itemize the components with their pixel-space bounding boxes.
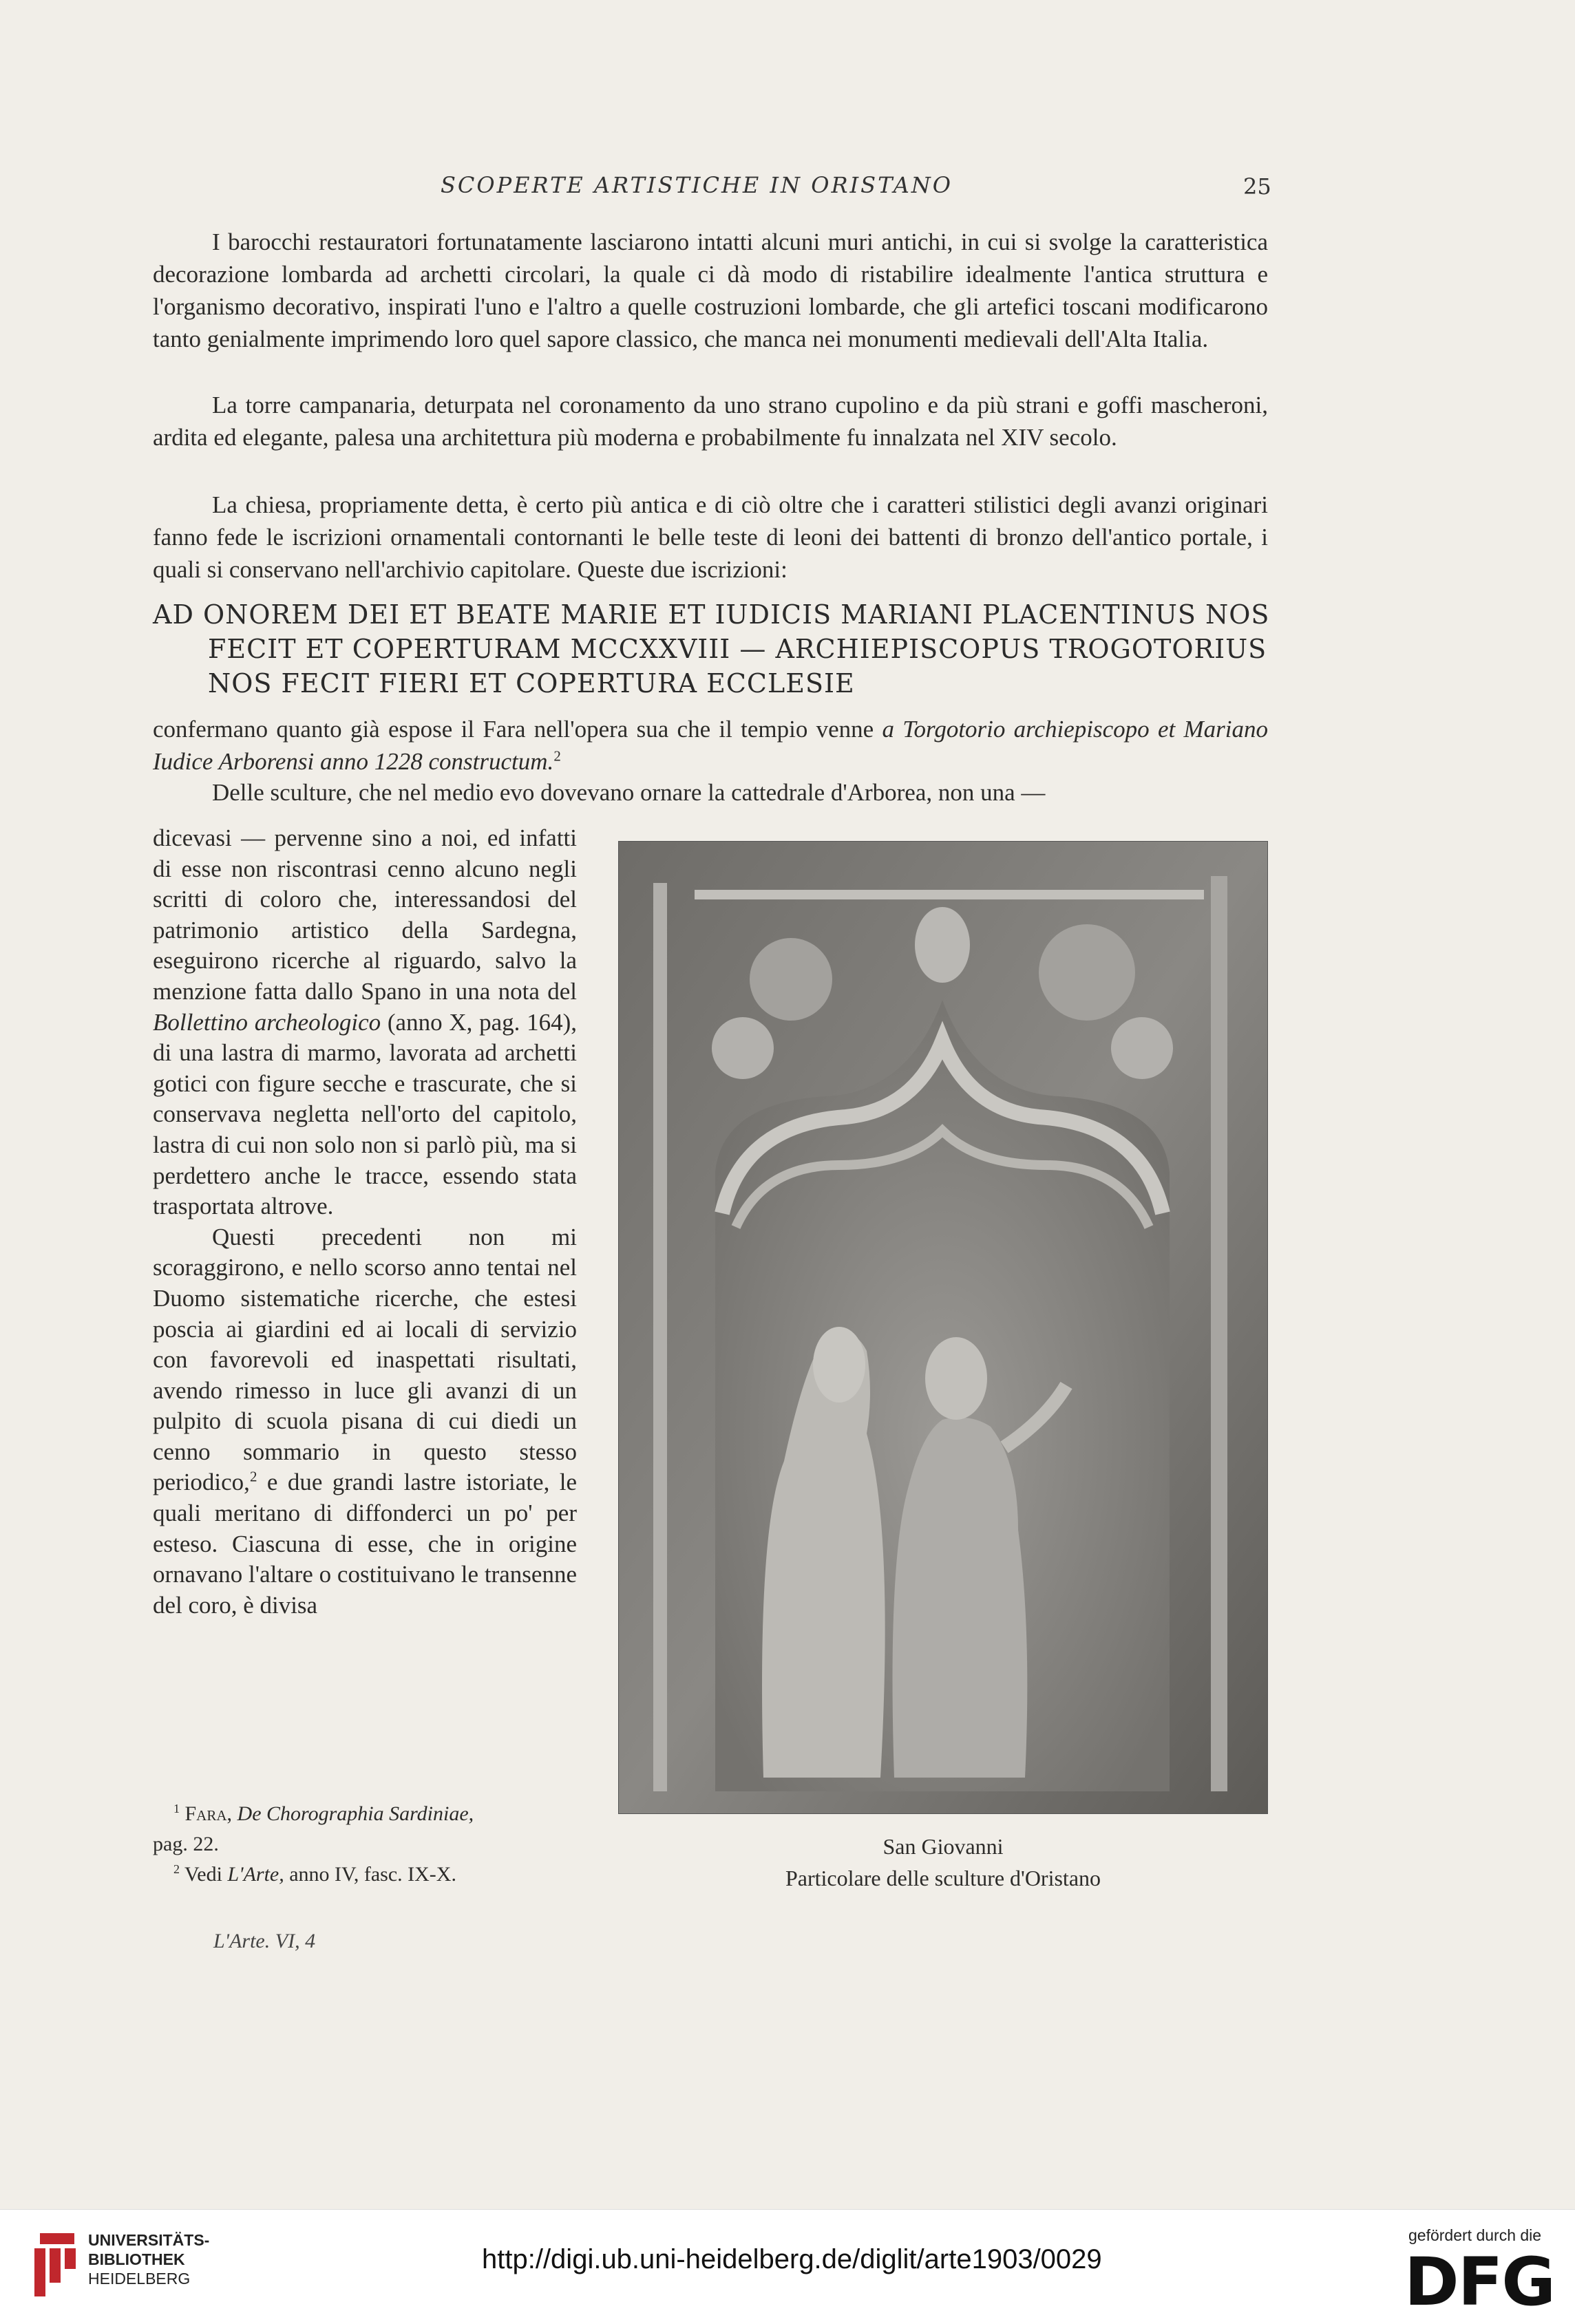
column-text-d: e due grandi lastre istoriate, le quali meritano di diffonderci un po' per esteso. Ciascuna di esse, che in origine ornavano l'altare o costituivano le transenne del coro, è divisa — [153, 1469, 577, 1619]
library-name-line: BIBLIOTHEK — [88, 2250, 185, 2268]
dfg-logo[interactable]: DFG — [1404, 2243, 1555, 2321]
library-name-line: HEIDELBERG — [88, 2270, 191, 2288]
library-name — [88, 2230, 209, 2288]
footnote-author: Fara — [184, 1802, 227, 1825]
paragraph-2: La torre campanaria, deturpata nel coronamento da uno strano cupolino e da più strani e goffi mascheroni, ardita ed elegante, palesa una architettura più moderna e probabilmente fu innalzata nel XIV secolo. — [153, 392, 1268, 451]
paragraph-4-text: confermano quanto già espose il Fara nell'opera sua che il tempio venne — [153, 716, 882, 743]
paragraph-3: La chiesa, propriamente detta, è certo più antica e di ciò oltre che i caratteri stilistici degli avanzi originari fanno fede le iscrizioni ornamentali contornanti le belle teste di leoni dei battenti di bronzo dell'antico portale, i quali si conservano nell'archivio capitolare. Queste due iscrizioni: — [153, 491, 1268, 583]
caption-subtitle: Particolare delle sculture d'Oristano — [785, 1866, 1101, 1890]
paragraph-5: Delle sculture, che nel medio evo dovevano ornare la cattedrale d'Arborea, non una — — [212, 779, 1046, 806]
library-logo-icon[interactable] — [28, 2228, 83, 2306]
paragraph-4 — [153, 713, 1268, 778]
footnote-1: $^1$ Fara, De Chorographia Sardiniae, pag. 22. — [153, 1802, 474, 1855]
footnote-pre: Vedi — [184, 1863, 228, 1886]
latin-quote: a Torgotorio archiepiscopo et Mariano Iudice Arborensi anno 1228 constructum. — [153, 716, 1268, 775]
column-text-a: dicevasi — pervenne sino a noi, ed infatti di esse non riscontrasi cenno alcuno negli scritti di coloro che, interessandosi del patrimonio artistico della Sardegna, eseguirono ricerche al riguardo, salvo la menzione fatta dallo Spano in una nota del — [153, 824, 577, 1005]
column-text-b: (anno X, pag. 164), di una lastra di marmo, lavorata ad archetti gotici con figure secche e trascurate, che si conservava negletta nell'orto del capitolo, lastra di cui non solo non si parlò più, ma si perdettero anche le tracce, essendo stata trasportata altrove. — [153, 1008, 577, 1220]
footnote-post: anno IV, fasc. IX-X. — [284, 1863, 456, 1886]
column-text — [153, 823, 577, 1621]
footnote-mark: 2 — [173, 1862, 180, 1876]
footnote-work: L'Arte, — [227, 1863, 284, 1886]
journal-title: Bollettino archeologico — [153, 1008, 381, 1036]
inscription-line: FECIT ET COPERTURAM MCCXXVIII — ARCHIEPISCOPUS TROGOTORIUS — [208, 634, 1267, 664]
figure-caption — [688, 1831, 1198, 1894]
paragraph-1: I barocchi restauratori fortunatamente lasciarono intatti alcuni muri antichi, in cui si svolge la caratteristica decorazione lombarda ad archetti circolari, la quale ci dà modo di ristabilire idealmente l'antica struttura e l'organismo decorativo, inspirati l'uno e l'altro a quelle costruzioni lombarde, che gli artefici toscani modificarono tanto genialmente imprimendo loro quel sapore classico, che manca nei monumenti medievali dell'Alta Italia. — [153, 228, 1268, 352]
footnote-work: De Chorographia Sardiniae, — [237, 1802, 474, 1825]
running-title: SCOPERTE ARTISTICHE IN ORISTANO — [441, 172, 953, 198]
signature-mark — [213, 1930, 315, 1953]
footnotes — [153, 1799, 580, 1890]
footnote-ref: 2 — [553, 747, 561, 765]
caption-title: San Giovanni — [882, 1834, 1004, 1859]
footnote-2 — [153, 1859, 580, 1890]
footnote-ref: 2 — [249, 1468, 257, 1485]
footnote-mark: 1 — [173, 1802, 180, 1815]
inscription-line: AD ONOREM DEI ET BEATE MARIE ET IUDICIS MARIANI PLACENTINUS NOS — [153, 599, 1270, 630]
page-number: 25 — [1243, 173, 1271, 200]
library-name-line: UNIVERSITÄTS- — [88, 2231, 210, 2249]
column-text-c: Questi precedenti non mi scoraggirono, e nello scorso anno tentai nel Duomo sistematiche ricerche, che estesi poscia ai giardini ed ai locali di servizio con favorevoli ed inaspettati risultati, avendo rimesso in luce gli avanzi di un pulpito di scuola pisana di cui diedi un cenno sommario in questo stesso periodico, — [153, 1223, 577, 1496]
relief-photograph — [618, 841, 1268, 1814]
inscription-block — [153, 597, 1271, 701]
signature-text: L'Arte. VI, 4 — [213, 1930, 316, 1952]
footnote-page: pag. 22. — [153, 1833, 219, 1855]
digitization-footer — [0, 2209, 1575, 2324]
funding-label: gefördert durch die — [1408, 2226, 1542, 2244]
source-url-link[interactable]: http://digi.ub.uni-heidelberg.de/diglit/arte1903/0029 — [482, 2244, 1102, 2274]
inscription-line: NOS FECIT FIERI ET COPERTURA ECCLESIE — [208, 668, 855, 699]
